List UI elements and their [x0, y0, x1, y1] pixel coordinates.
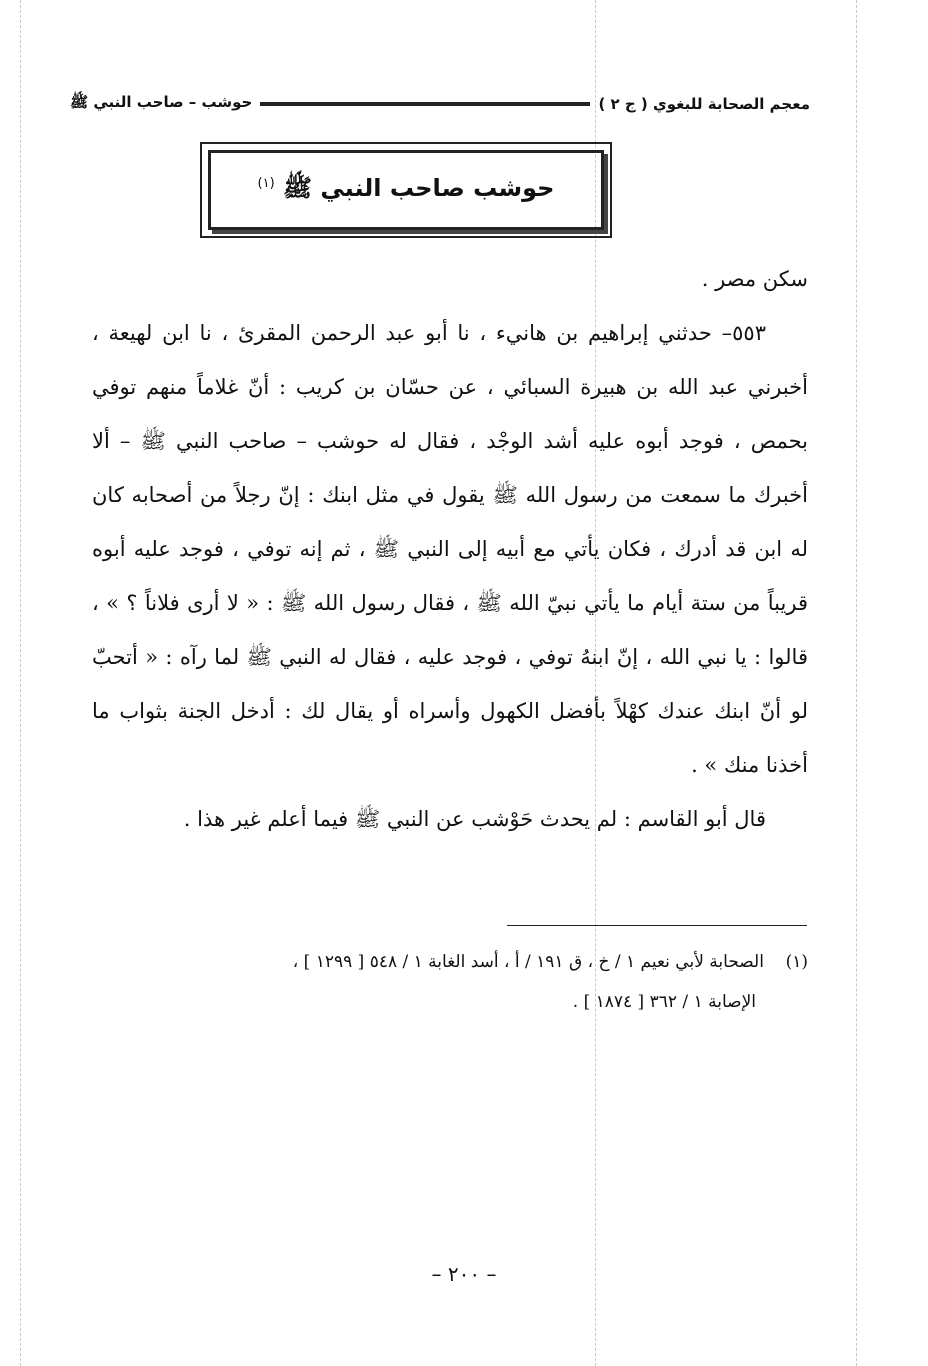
- page-number: – ٢٠٠ –: [431, 1262, 497, 1286]
- footnote-text-1: الصحابة لأبي نعيم ١ / خ ، ق ١٩١ / أ ، أسد الغابة ١ / ٥٤٨ [ ١٢٩٩ ] ،: [292, 952, 764, 972]
- entry-title: [258, 173, 555, 208]
- entry-title-inner-frame: [208, 150, 604, 230]
- footnote-line-2: الإصابة ١ / ٣٦٢ [ ١٨٧٤ ] .: [572, 992, 756, 1012]
- entry-title-frame: [200, 142, 612, 238]
- footnote-marker: (١): [785, 952, 808, 972]
- footnote: [96, 942, 808, 1022]
- scan-artifact-line: [856, 0, 857, 1366]
- entry-title-footnote-ref: (١): [257, 175, 275, 191]
- footnote-line-1: [96, 942, 808, 982]
- entry-title-text: حوشب صاحب النبي ﷺ: [283, 173, 555, 202]
- scan-artifact-line: [20, 0, 21, 1366]
- paragraph-residence: سكن مصر .: [701, 267, 808, 291]
- footnote-separator: [507, 925, 807, 926]
- header-book-title: معجم الصحابة للبغوي ( ج ٢ ): [598, 95, 810, 113]
- running-header: [70, 86, 810, 122]
- header-rule: [260, 102, 590, 106]
- body-text: [92, 252, 808, 846]
- paragraph-remark: قال أبو القاسم : لم يحدث حَوْشب عن النبي ﷺ فيما أعلم غير هذا .: [183, 807, 766, 831]
- paragraph-hadith: ٥٥٣– حدثني إبراهيم بن هانيء ، نا أبو عبد الرحمن المقرئ ، نا ابن لهيعة ، أخبرني عبد الله بن هبيرة السبائي ، عن حسّان بن كريب : أنّ غلاماً منهم توفي بحمص ، فوجد أبوه عليه أشد الوجْد ، فقال له حوشب – صاحب النبي ﷺ – ألا أخبرك ما سمعت من رسول الله ﷺ يقول في مثل ابنك : إنّ رجلاً من أصحابه كان له ابن قد أدرك ، فكان يأتي مع أبيه إلى النبي ﷺ ، ثم إنه توفي ، فوجد عليه أبوه قريباً من ستة أيام ما يأتي نبيّ الله ﷺ ، فقال رسول الله ﷺ : « لا أرى فلاناً ؟ » ، قالوا : يا نبي الله ، إنّ ابنهُ توفي ، فوجد عليه ، فقال له النبي ﷺ لما رآه : « أتحبّ لو أنّ ابنك عندك كهْلاً بأفضل الكهول وأسراه أو يقال لك : أدخل الجنة بثواب ما أخذنا منك » .: [92, 321, 808, 777]
- header-section-title: حوشب – صاحب النبي ﷺ: [70, 93, 253, 111]
